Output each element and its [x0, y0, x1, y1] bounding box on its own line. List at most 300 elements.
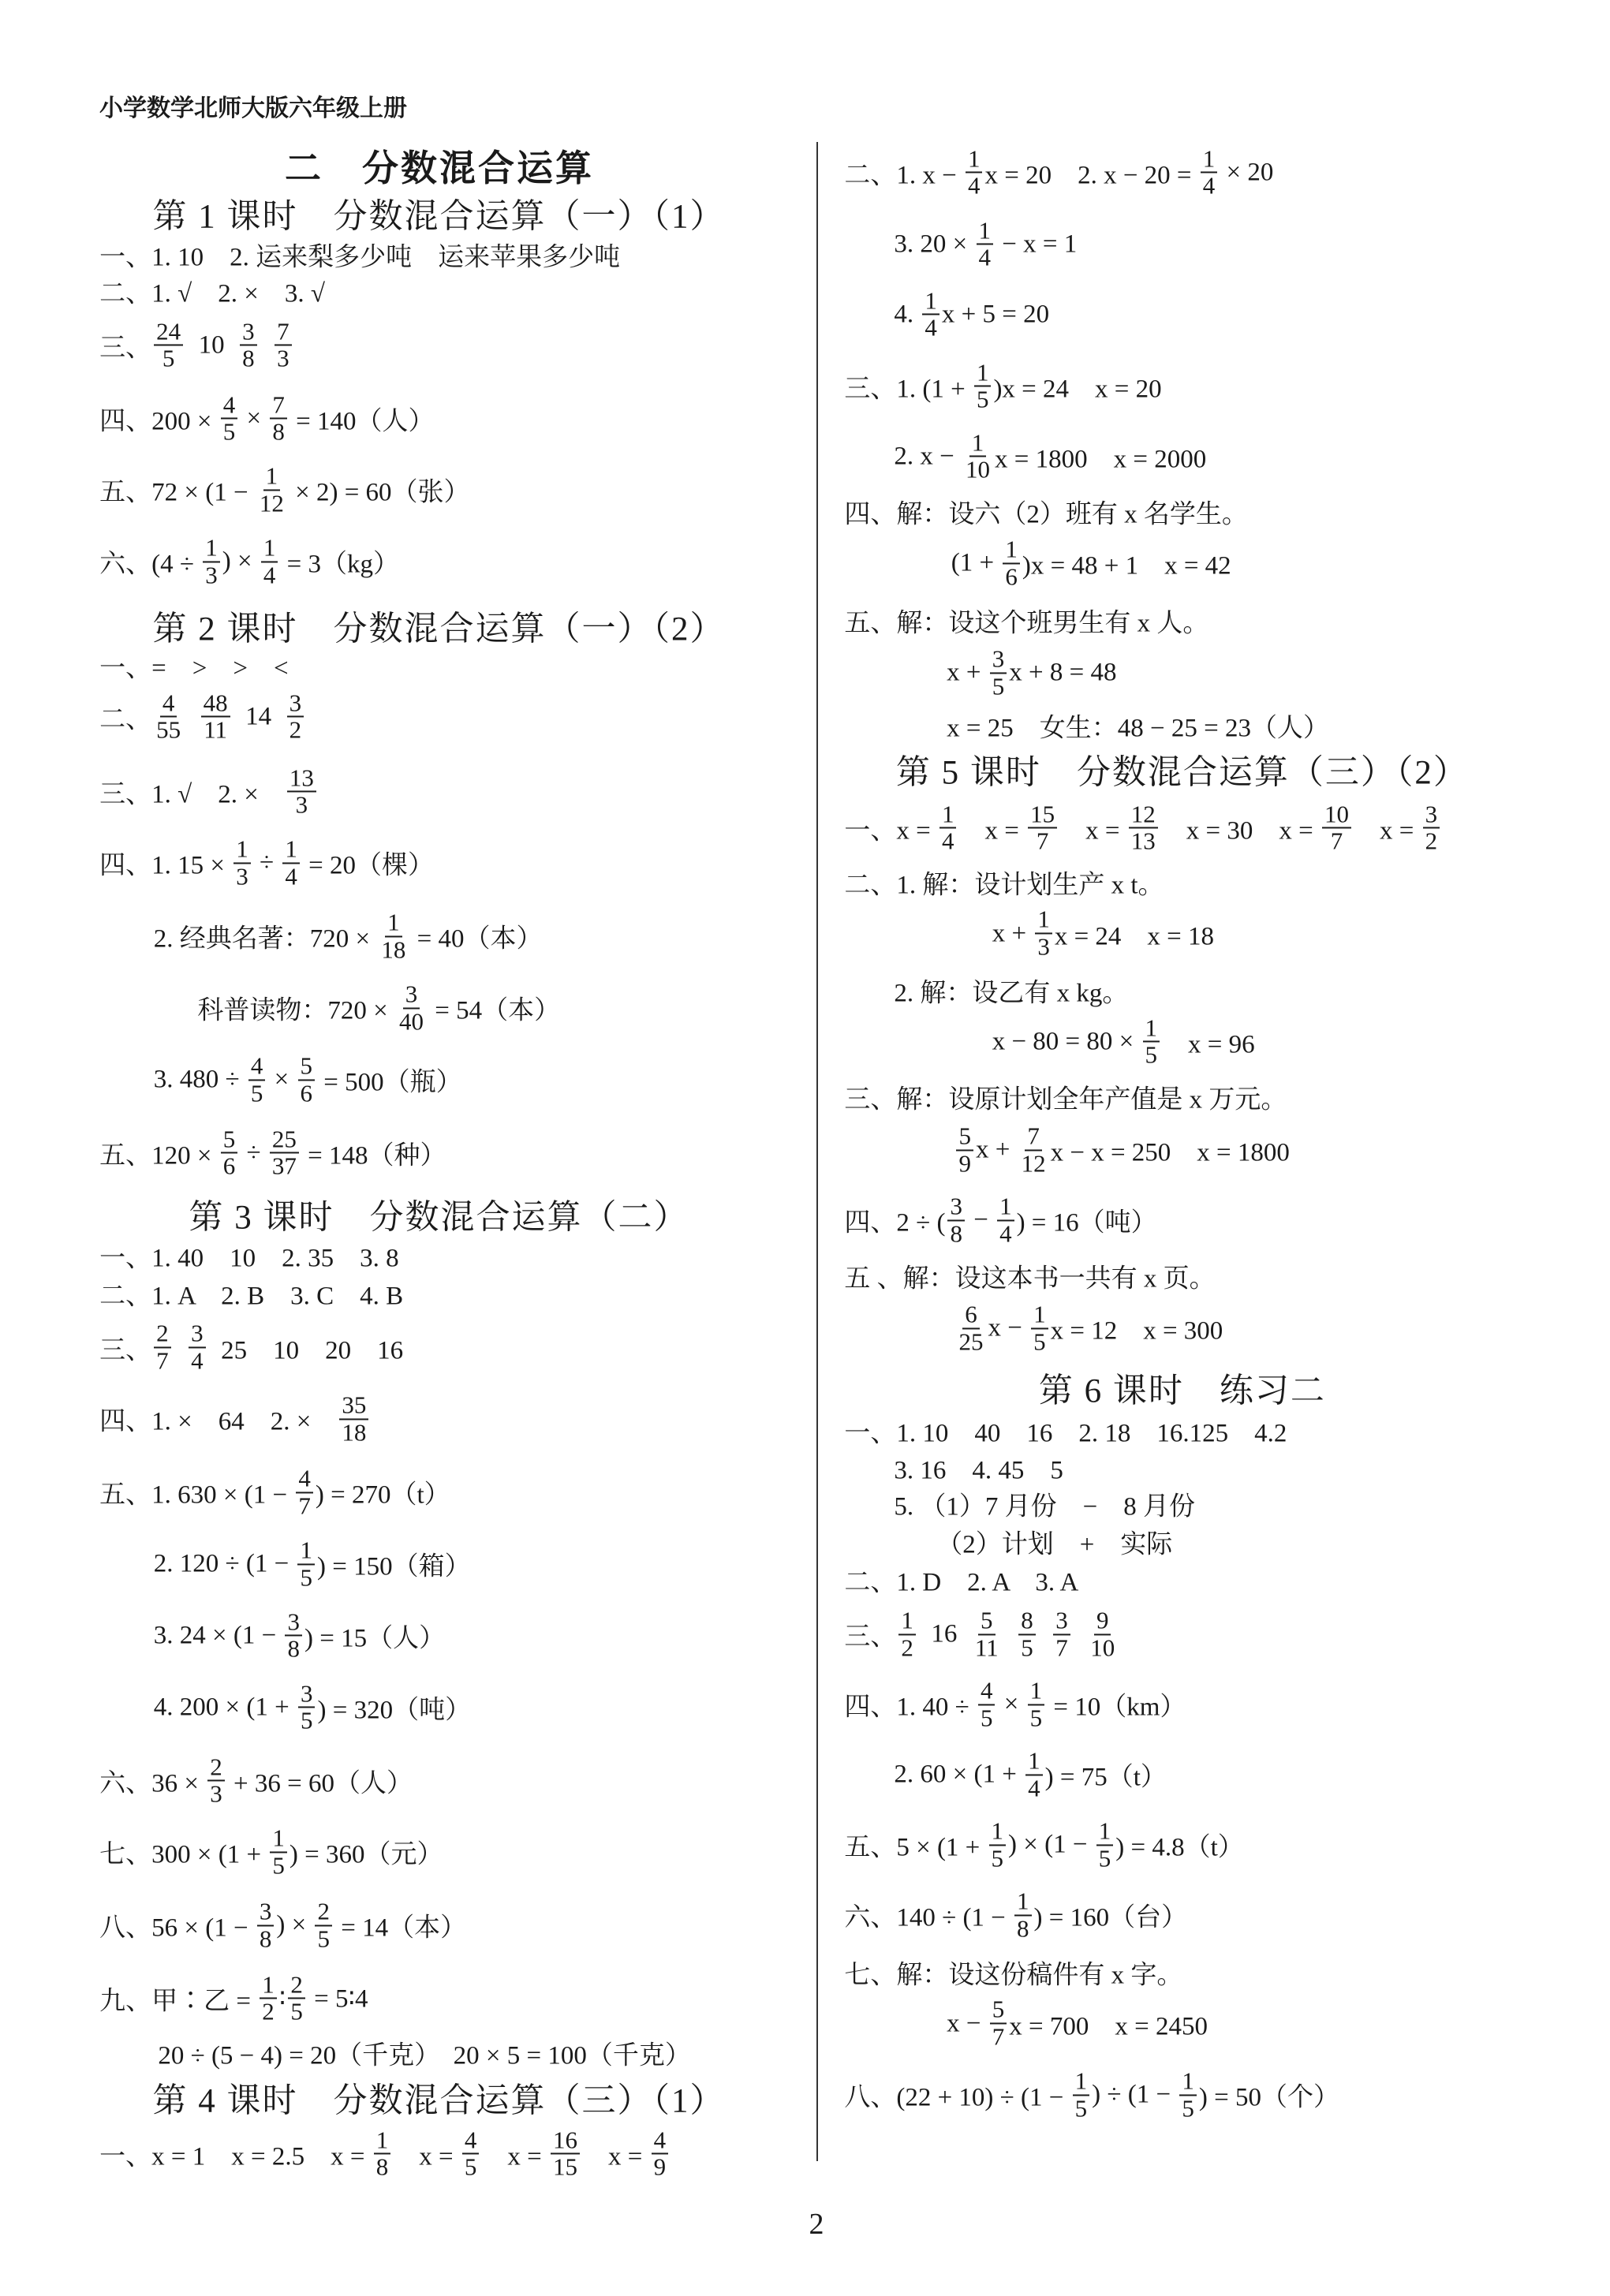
text-run: )x = 24 x = 20 [993, 375, 1162, 404]
denominator: 3 [236, 862, 248, 890]
numerator: 7 [275, 319, 292, 346]
fraction [1025, 1746, 1043, 1802]
answer-line [844, 864, 1164, 901]
text-run: 一、= > > < [99, 654, 289, 683]
denominator: 5 [464, 2152, 477, 2181]
text-run: 2. x − [894, 442, 962, 471]
numerator: 1 [385, 910, 402, 938]
text-run: 16 [917, 1619, 970, 1648]
text-run: × 2) = 60（张） [288, 478, 470, 507]
text-run: ) ÷ (1 − [1092, 2080, 1178, 2109]
text-run: 三、 [99, 1335, 152, 1365]
fraction [287, 690, 304, 743]
fraction [285, 1609, 302, 1662]
fraction [207, 1754, 225, 1807]
numerator: 3 [257, 1899, 275, 1927]
text-run: 六、(4 ÷ [99, 550, 201, 579]
answer-line [894, 1746, 1167, 1802]
numerator: 1 [997, 1194, 1014, 1222]
denominator: 4 [978, 243, 992, 271]
denominator: 5 [317, 1925, 330, 1953]
fraction [154, 1321, 171, 1374]
denominator: 5 [1033, 1327, 1046, 1356]
numerator: 4 [296, 1466, 313, 1494]
text-run: 六、140 ÷ (1 − [844, 1903, 1013, 1932]
fraction [939, 801, 957, 854]
text-run: 3. 20 × [894, 230, 974, 259]
numerator: 4 [248, 1053, 266, 1081]
text-run: = 140（人） [289, 407, 435, 436]
text-run: 二、1. √ 2. × 3. √ [99, 279, 325, 308]
text-run: 七、解：设这份稿件有 x 字。 [844, 1961, 1183, 1990]
numerator: 1 [263, 464, 281, 491]
answer-line [844, 2066, 1339, 2122]
denominator: 4 [941, 827, 954, 855]
fraction [397, 982, 426, 1035]
answer-line [99, 236, 620, 273]
denominator: 5 [1098, 1844, 1111, 1872]
numerator: 13 [287, 765, 316, 793]
answer-line [894, 288, 1049, 341]
fraction [240, 319, 257, 371]
text-run: ÷ [252, 848, 281, 877]
lesson-heading: 第 5 课时 分数混合运算（三）（2） [895, 754, 1469, 792]
fraction [990, 644, 1007, 700]
answer-line [99, 319, 294, 371]
denominator: 2 [262, 1997, 275, 2025]
fraction [1014, 1889, 1032, 1942]
text-run: × 20 [1220, 158, 1274, 187]
fraction [551, 2127, 580, 2180]
denominator: 13 [1130, 827, 1156, 855]
denominator: 7 [1055, 1633, 1068, 1662]
text-run: 2. 经典名著：720 × [153, 924, 377, 954]
answer-line [154, 1537, 471, 1590]
text-run: ) = 50（个） [1198, 2083, 1339, 2112]
text-run: 五、120 × [99, 1141, 219, 1170]
fraction [1018, 1607, 1036, 1660]
fraction [297, 1537, 315, 1590]
answer-line [844, 1257, 1215, 1294]
fraction [1003, 537, 1020, 590]
fraction [978, 1678, 996, 1731]
text-run [174, 1333, 187, 1362]
denominator: 2 [289, 715, 302, 744]
denominator: 8 [272, 417, 285, 446]
numerator: 25 [270, 1126, 299, 1154]
denominator: 2 [901, 1633, 913, 1662]
fraction [922, 288, 939, 341]
fraction [956, 1123, 973, 1176]
text-run: 八、56 × (1 − [99, 1913, 255, 1943]
denominator: 7 [1330, 827, 1343, 855]
answer-line [947, 707, 1329, 745]
denominator: 25 [958, 1327, 984, 1356]
text-run: 四、2 ÷ ( [844, 1208, 946, 1238]
lesson-heading: 第 3 课时 分数混合运算（二） [189, 1199, 689, 1237]
answer-line [154, 1609, 445, 1662]
numerator: 4 [978, 1678, 996, 1706]
text-run: 八、(22 + 10) ÷ (1 − [844, 2083, 1070, 2112]
text-run: (1 + [951, 548, 1001, 577]
text-run: 五、1. 630 × (1 − [99, 1480, 294, 1510]
text-run: ) = 320（吨） [317, 1696, 472, 1725]
text-run: 四、1. × 64 2. × [99, 1407, 338, 1436]
fraction [1028, 801, 1057, 854]
numerator: 3 [947, 1194, 965, 1222]
fraction [221, 1126, 238, 1179]
text-run [185, 702, 199, 731]
fraction [189, 1321, 206, 1374]
denominator: 3 [1037, 932, 1050, 961]
fraction [973, 1607, 1001, 1660]
fraction [260, 1972, 277, 2025]
text-run: 5. （1）7 月份 − 8 月份 [894, 1492, 1196, 1521]
answer-line [894, 1485, 1195, 1522]
answer-line [99, 690, 306, 743]
numerator: 12 [1129, 801, 1158, 829]
text-run: 2. 120 ÷ (1 − [153, 1549, 296, 1578]
answer-line [894, 218, 1077, 271]
answer-line [99, 2127, 671, 2180]
fraction [1053, 1607, 1070, 1660]
answer-line [951, 537, 1231, 590]
text-run: x = 12 x = 300 [1050, 1316, 1223, 1346]
denominator: 5 [992, 672, 1005, 700]
text-run: ) = 360（元） [289, 1840, 443, 1869]
text-run: 一、1. 40 10 2. 35 3. 8 [99, 1244, 399, 1273]
fraction [1028, 1678, 1045, 1731]
denominator: 6 [1005, 562, 1018, 591]
numerator: 1 [1179, 2069, 1197, 2096]
text-run: 六、36 × [99, 1769, 206, 1798]
fraction [963, 430, 992, 483]
denominator: 8 [259, 1925, 272, 1953]
answer-line [894, 430, 1206, 483]
denominator: 4 [999, 1219, 1012, 1248]
text-run: ) = 4.8（t） [1115, 1833, 1244, 1862]
denominator: 5 [991, 1844, 1004, 1872]
numerator: 35 [339, 1393, 368, 1421]
fraction [990, 1997, 1007, 2050]
text-run: x = 24 x = 18 [1054, 921, 1215, 950]
fraction [997, 1194, 1014, 1247]
page-number: 2 [809, 2208, 824, 2241]
answer-line [99, 392, 434, 445]
text-run: x + 5 = 20 [941, 300, 1050, 329]
text-run: = 40（本） [410, 924, 543, 954]
numerator: 1 [1073, 2069, 1090, 2096]
text-run: × [267, 1065, 296, 1094]
fraction [288, 1972, 305, 2025]
text-run: 三、 [844, 1622, 897, 1652]
lesson-heading: 第 4 课时 分数混合运算（三）（1） [152, 2082, 726, 2120]
numerator: 3 [1053, 1607, 1070, 1635]
denominator: 5 [222, 417, 236, 446]
fraction [257, 461, 286, 517]
answer-line [992, 1015, 1255, 1068]
numerator: 1 [922, 288, 939, 315]
denominator: 7 [298, 1491, 311, 1520]
denominator: 5 [1145, 1040, 1158, 1069]
text-run: = 5∶4 [307, 1984, 368, 2014]
numerator: 1 [260, 1972, 277, 1999]
answer-line [158, 2034, 691, 2071]
fraction [966, 146, 983, 199]
answer-line [844, 1562, 1078, 1599]
text-run: 二、1. x − [844, 161, 963, 190]
fraction [1035, 907, 1052, 960]
answer-line [844, 1954, 1182, 1991]
book-header: 小学数学北师大版六年级上册 [99, 95, 407, 122]
answer-line [844, 146, 1273, 199]
text-run: 四、1. 40 ÷ [844, 1693, 976, 1722]
numerator: 4 [221, 392, 238, 420]
denominator: 3 [277, 344, 290, 372]
text-run: x = 700 x = 2450 [1009, 2011, 1208, 2040]
text-run: 2. 60 × (1 + [894, 1760, 1024, 1789]
fraction [947, 1194, 965, 1247]
fraction [282, 834, 300, 890]
numerator: 1 [1143, 1015, 1160, 1043]
numerator: 4 [462, 2127, 480, 2155]
answer-line [894, 972, 1128, 1009]
text-run: ) = 75（t） [1044, 1763, 1167, 1792]
numerator: 8 [1018, 1607, 1036, 1635]
text-run [1073, 1620, 1086, 1649]
fraction [379, 910, 408, 963]
fraction [462, 2127, 480, 2180]
denominator: 4 [1028, 1774, 1040, 1802]
text-run: )x = 48 + 1 x = 42 [1022, 551, 1231, 581]
fraction [1096, 1816, 1114, 1872]
denominator: 3 [205, 561, 218, 589]
fraction [296, 1466, 313, 1519]
numerator: 1 [1031, 1302, 1048, 1330]
text-run: x = [581, 2142, 649, 2171]
numerator: 1 [374, 2127, 391, 2155]
fraction [1073, 2066, 1090, 2122]
answer-line [894, 1449, 1063, 1486]
fraction [1143, 1015, 1160, 1068]
answer-line [99, 1237, 399, 1274]
fraction [270, 1826, 287, 1879]
numerator: 16 [551, 2127, 580, 2155]
numerator: 1 [1003, 537, 1020, 565]
numerator: 6 [962, 1302, 980, 1330]
text-run: 三、解：设原计划全年产值是 x 万元。 [844, 1085, 1287, 1114]
numerator: 1 [1201, 146, 1218, 174]
text-run: 五、解：设这个班男生有 x 人。 [844, 609, 1209, 638]
text-run: + 36 = 60（人） [226, 1769, 413, 1798]
text-run: x + [992, 918, 1033, 947]
numerator: 1 [1035, 907, 1052, 935]
fraction [298, 1053, 316, 1106]
numerator: 1 [939, 801, 957, 829]
numerator: 1 [969, 430, 987, 457]
answer-line [844, 1607, 1119, 1660]
text-run: − x = 1 [996, 230, 1078, 259]
fraction [974, 360, 992, 413]
text-run: 一、x = [844, 816, 937, 846]
fraction [1129, 801, 1158, 854]
text-run: ) = 16（吨） [1016, 1208, 1157, 1238]
numerator: 5 [978, 1607, 996, 1635]
fraction [1088, 1607, 1117, 1660]
denominator: 5 [162, 344, 175, 372]
text-run: ) = 160（台） [1033, 1903, 1188, 1932]
denominator: 5 [272, 1851, 285, 1880]
denominator: 5 [980, 1704, 993, 1732]
fraction [298, 1681, 316, 1734]
text-run: = 10（km） [1047, 1693, 1186, 1722]
text-run: 二、1. A 2. B 3. C 4. B [99, 1282, 404, 1311]
fraction [221, 392, 238, 445]
denominator: 4 [967, 171, 981, 200]
text-run: ) = 270（t） [315, 1480, 450, 1510]
fraction [1019, 1123, 1048, 1176]
fraction [201, 690, 230, 743]
denominator: 8 [1017, 1914, 1029, 1943]
numerator: 1 [898, 1607, 916, 1635]
numerator: 24 [154, 319, 183, 346]
numerator: 2 [154, 1321, 171, 1349]
text-run: 二、 [99, 705, 152, 734]
text-run: 14 [232, 702, 285, 731]
fraction [1179, 2066, 1197, 2122]
numerator: 3 [403, 982, 420, 1010]
numerator: 3 [287, 690, 304, 718]
text-run: ) = 15（人） [304, 1624, 446, 1653]
fraction [898, 1607, 916, 1660]
denominator: 7 [156, 1346, 169, 1375]
fraction [275, 319, 292, 371]
text-run: x = 1800 x = 2000 [995, 445, 1207, 474]
answer-line [954, 1302, 1223, 1355]
numerator: 4 [652, 2127, 669, 2155]
denominator: 15 [552, 2152, 577, 2181]
numerator: 9 [1094, 1607, 1111, 1635]
denominator: 5 [1074, 2094, 1088, 2122]
text-run: 25 10 20 16 [207, 1335, 404, 1365]
text-run: x = 30 x = [1160, 816, 1320, 846]
text-run: x − x = 250 x = 1800 [1050, 1138, 1290, 1167]
text-run: ∶ [278, 1984, 286, 2014]
denominator: 11 [204, 715, 228, 744]
text-run: ) × [276, 1910, 313, 1939]
text-run: 3. 24 × (1 − [153, 1621, 283, 1650]
text-run: = 148（种） [301, 1141, 446, 1170]
denominator: 12 [259, 489, 284, 517]
answer-line [99, 1972, 368, 2025]
text-run: x = [1059, 816, 1126, 846]
numerator: 3 [1423, 801, 1440, 829]
denominator: 8 [950, 1219, 962, 1248]
fraction [989, 1816, 1007, 1872]
numerator: 1 [270, 1826, 287, 1854]
answer-line [844, 1413, 1287, 1450]
text-run: 四、解：设六（2）班有 x 名学生。 [844, 500, 1248, 529]
fraction [977, 218, 994, 271]
denominator: 37 [271, 1152, 297, 1180]
denominator: 18 [381, 935, 406, 964]
denominator: 12 [1021, 1149, 1046, 1178]
text-run: = 500（瓶） [317, 1068, 462, 1097]
text-run: 七、300 × (1 + [99, 1840, 268, 1869]
answer-line [936, 1524, 1172, 1561]
text-run [1003, 1620, 1017, 1649]
text-run: 3. 16 4. 45 5 [894, 1456, 1063, 1485]
text-run: ) × (1 − [1008, 1830, 1094, 1859]
answer-line [954, 1123, 1289, 1176]
answer-line [99, 1899, 466, 1952]
answer-line [154, 1053, 462, 1106]
denominator: 8 [242, 344, 255, 372]
text-run: 三、 [99, 334, 152, 363]
fraction [270, 1126, 299, 1179]
answer-line [844, 1194, 1156, 1247]
text-run: 20 ÷ (5 − 4) = 20（千克） 20 × 5 = 100（千克） [158, 2041, 691, 2070]
answer-line [99, 1754, 413, 1807]
answer-line [99, 1321, 403, 1374]
text-run: 4. 200 × (1 + [153, 1693, 296, 1722]
text-run: x = [481, 2142, 548, 2171]
numerator: 2 [207, 1754, 225, 1782]
text-run: 二、1. 解：设计划生产 x t。 [844, 871, 1164, 900]
text-run: 一、x = 1 x = 2.5 x = [99, 2142, 372, 2171]
numerator: 1 [203, 536, 220, 563]
text-run: 三、1. √ 2. × [99, 780, 285, 809]
numerator: 1 [977, 218, 994, 245]
numerator: 1 [974, 360, 992, 387]
answer-line [844, 1889, 1187, 1942]
text-run: = 14（本） [334, 1913, 467, 1943]
answer-line [992, 907, 1214, 960]
fraction [1322, 801, 1351, 854]
text-run: 10 [185, 330, 238, 360]
numerator: 3 [298, 1681, 316, 1708]
text-run: 3. 480 ÷ [153, 1065, 246, 1094]
numerator: 5 [221, 1126, 238, 1154]
numerator: 1 [1014, 1889, 1032, 1917]
answer-line [99, 1826, 443, 1879]
answer-line [844, 1079, 1287, 1116]
denominator: 5 [300, 1562, 312, 1591]
denominator: 4 [263, 561, 276, 589]
numerator: 4 [160, 690, 177, 718]
text-run: x + [947, 658, 988, 687]
text-run: = 20（棵） [301, 851, 434, 880]
fraction [1031, 1302, 1048, 1355]
fraction [270, 392, 287, 445]
text-run: 二、1. D 2. A 3. A [844, 1568, 1079, 1597]
numerator: 2 [288, 1972, 305, 1999]
denominator: 4 [925, 313, 937, 342]
answer-line [99, 1275, 403, 1312]
denominator: 5 [290, 1997, 303, 2025]
fraction [1201, 146, 1218, 199]
denominator: 9 [653, 2152, 667, 2181]
numerator: 1 [261, 536, 278, 563]
text-run: x = [958, 816, 1026, 846]
denominator: 10 [1090, 1633, 1115, 1662]
answer-line [844, 494, 1248, 531]
numerator: 7 [1025, 1123, 1042, 1151]
answer-line [99, 648, 288, 685]
numerator: 10 [1322, 801, 1351, 829]
fraction [374, 2127, 391, 2180]
answer-line [99, 1126, 446, 1179]
